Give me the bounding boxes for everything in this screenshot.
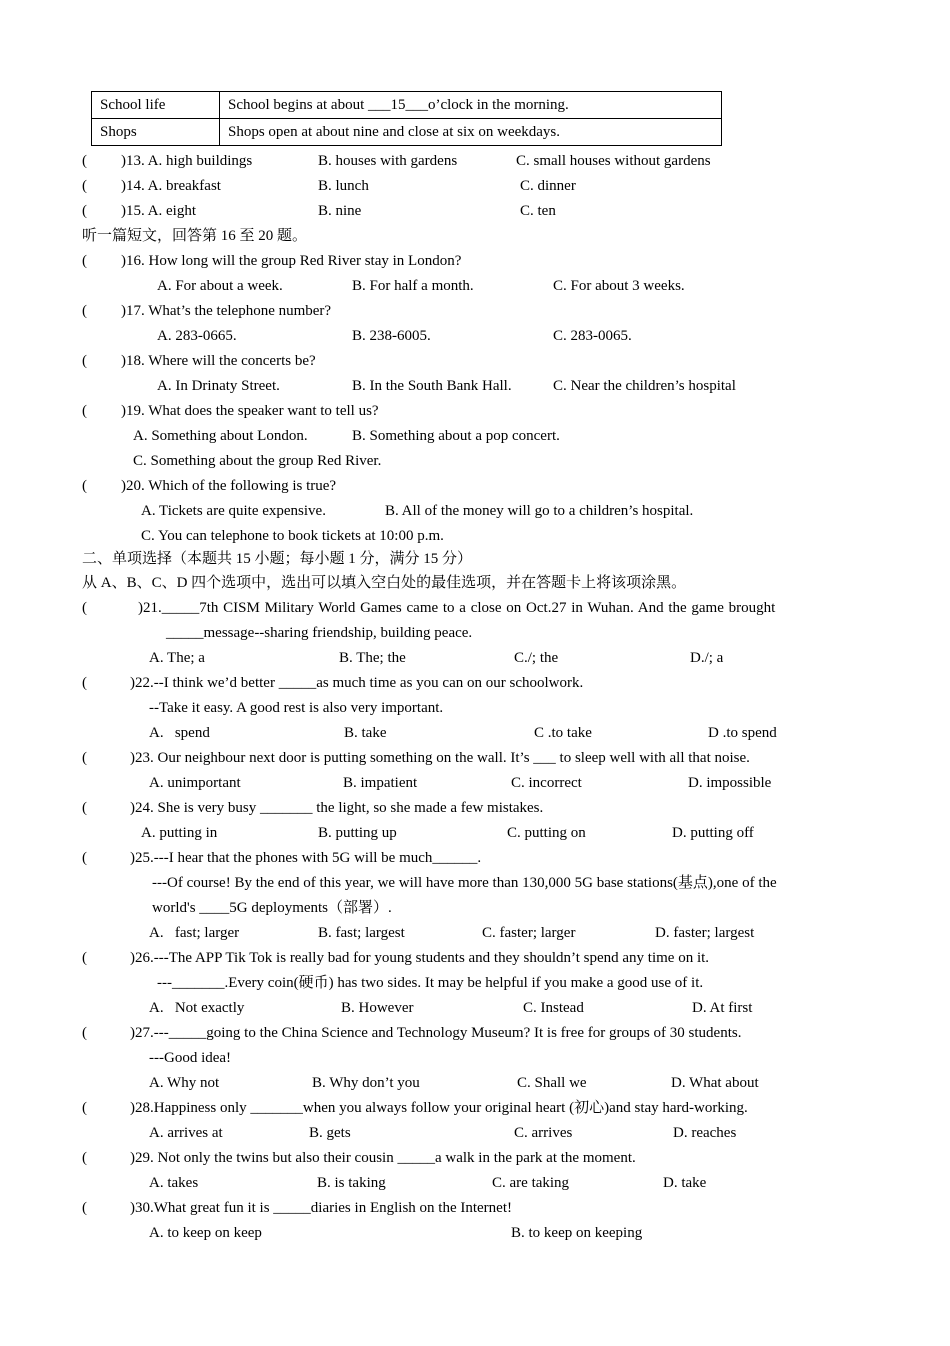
question-22-stem: )22.--I think we’d better _____as much time as you can on our schoolwork. bbox=[130, 675, 584, 691]
question-13-option-b: B. houses with gardens bbox=[318, 153, 458, 169]
question-14-stem: )14. A. breakfast bbox=[121, 178, 221, 194]
question-27-stem: )27.---_____going to the China Science and Technology Museum? It is free for groups of 30 students. bbox=[130, 1025, 742, 1041]
question-24-stem: )24. She is very busy _______ the light, so she made a few mistakes. bbox=[130, 800, 544, 816]
question-21-stem: )21._____7th CISM Military World Games came to a close on Oct.27 in Wuhan. And the game brought bbox=[138, 600, 776, 616]
question-29-option-c: C. are taking bbox=[492, 1175, 570, 1191]
question-30-paren: ( bbox=[82, 1200, 87, 1216]
question-29-paren: ( bbox=[82, 1150, 87, 1166]
question-21-option-a: A. The; a bbox=[149, 650, 205, 666]
question-22-option-c: C .to take bbox=[534, 725, 592, 741]
question-22-option-a: A. spend bbox=[149, 725, 210, 741]
question-28-option-d: D. reaches bbox=[673, 1125, 737, 1141]
question-19-paren: ( bbox=[82, 403, 87, 419]
question-21-option-d: D./; a bbox=[690, 650, 724, 666]
question-15-option-b: B. nine bbox=[318, 203, 362, 219]
question-25-option-d: D. faster; largest bbox=[655, 925, 755, 941]
question-21-paren: ( bbox=[82, 600, 87, 616]
table-row bbox=[92, 92, 722, 119]
question-16-option-a: A. For about a week. bbox=[157, 278, 283, 294]
question-28-option-a: A. arrives at bbox=[149, 1125, 223, 1141]
question-13-paren: ( bbox=[82, 153, 87, 169]
question-30-option-b: B. to keep on keeping bbox=[511, 1225, 643, 1241]
question-15-stem: )15. A. eight bbox=[121, 203, 196, 219]
question-29-option-b: B. is taking bbox=[317, 1175, 386, 1191]
question-25-stem: )25.---I hear that the phones with 5G will be much______. bbox=[130, 850, 482, 866]
question-13-option-c: C. small houses without gardens bbox=[516, 153, 711, 169]
question-26-stem-cont: ---_______.Every coin(硬币) has two sides. It may be helpful if you make a good use of it. bbox=[157, 975, 704, 991]
question-21-stem-cont: _____message--sharing friendship, building peace. bbox=[166, 625, 473, 641]
table-cell-topic: Shops bbox=[92, 119, 220, 146]
question-22-option-b: B. take bbox=[344, 725, 387, 741]
question-16-option-c: C. For about 3 weeks. bbox=[553, 278, 685, 294]
question-23-option-a: A. unimportant bbox=[149, 775, 241, 791]
question-25-option-a: A. fast; larger bbox=[149, 925, 240, 941]
question-25-option-c: C. faster; larger bbox=[482, 925, 576, 941]
question-27-option-b: B. Why don’t you bbox=[312, 1075, 420, 1091]
question-25-stem-cont-2: world's ____5G deployments（部署）. bbox=[152, 900, 392, 916]
table-cell-text: School begins at about ___15___o’clock in the morning. bbox=[220, 92, 722, 119]
question-20-stem: )20. Which of the following is true? bbox=[121, 478, 337, 494]
question-24-option-a: A. putting in bbox=[141, 825, 218, 841]
question-26-option-b: B. However bbox=[341, 1000, 414, 1016]
question-14-paren: ( bbox=[82, 178, 87, 194]
question-20-option-b: B. All of the money will go to a children’s hospital. bbox=[385, 503, 694, 519]
question-23-option-d: D. impossible bbox=[688, 775, 772, 791]
question-26-option-d: D. At first bbox=[692, 1000, 753, 1016]
question-25-option-b: B. fast; largest bbox=[318, 925, 405, 941]
question-19-option-a: A. Something about London. bbox=[133, 428, 308, 444]
question-27-stem-cont: ---Good idea! bbox=[149, 1050, 232, 1066]
question-15-paren: ( bbox=[82, 203, 87, 219]
question-29-stem: )29. Not only the twins but also their cousin _____a walk in the park at the moment. bbox=[130, 1150, 636, 1166]
question-22-stem-cont: --Take it easy. A good rest is also very important. bbox=[149, 700, 444, 716]
question-18-option-a: A. In Drinaty Street. bbox=[157, 378, 280, 394]
question-19-option-c: C. Something about the group Red River. bbox=[133, 453, 382, 469]
question-16-stem: )16. How long will the group Red River stay in London? bbox=[121, 253, 462, 269]
question-18-option-c: C. Near the children’s hospital bbox=[553, 378, 736, 394]
table-cell-text: Shops open at about nine and close at six on weekdays. bbox=[220, 119, 722, 146]
question-16-option-b: B. For half a month. bbox=[352, 278, 474, 294]
question-20-option-c: C. You can telephone to book tickets at 10:00 p.m. bbox=[141, 528, 444, 544]
question-28-option-c: C. arrives bbox=[514, 1125, 573, 1141]
question-28-option-b: B. gets bbox=[309, 1125, 351, 1141]
question-17-paren: ( bbox=[82, 303, 87, 319]
question-21-option-c: C./; the bbox=[514, 650, 559, 666]
question-26-option-c: C. Instead bbox=[523, 1000, 584, 1016]
table-cell-topic: School life bbox=[92, 92, 220, 119]
question-23-option-c: C. incorrect bbox=[511, 775, 582, 791]
question-18-paren: ( bbox=[82, 353, 87, 369]
question-20-option-a: A. Tickets are quite expensive. bbox=[141, 503, 326, 519]
question-25-stem-cont: ---Of course! By the end of this year, we will have more than 130,000 5G base stations(基点),one of the bbox=[152, 875, 777, 891]
question-26-option-a: A. Not exactly bbox=[149, 1000, 245, 1016]
question-14-option-b: B. lunch bbox=[318, 178, 369, 194]
question-22-option-d: D .to spend bbox=[708, 725, 777, 741]
section-title: 二、单项选择（本题共 15 小题；每小题 1 分，满分 15 分） bbox=[82, 551, 473, 567]
question-14-option-c: C. dinner bbox=[520, 178, 576, 194]
question-18-stem: )18. Where will the concerts be? bbox=[121, 353, 316, 369]
question-23-stem: )23. Our neighbour next door is putting something on the wall. It’s ___ to sleep well with all that noise. bbox=[130, 750, 750, 766]
question-24-option-c: C. putting on bbox=[507, 825, 586, 841]
question-27-paren: ( bbox=[82, 1025, 87, 1041]
question-30-stem: )30.What great fun it is _____diaries in English on the Internet! bbox=[130, 1200, 512, 1216]
question-24-option-d: D. putting off bbox=[672, 825, 754, 841]
question-28-paren: ( bbox=[82, 1100, 87, 1116]
section-instruction: 从 A、B、C、D 四个选项中，选出可以填入空白处的最佳选项，并在答题卡上将该项涂黑。 bbox=[82, 575, 687, 591]
question-22-paren: ( bbox=[82, 675, 87, 691]
question-24-option-b: B. putting up bbox=[318, 825, 397, 841]
question-19-option-b: B. Something about a pop concert. bbox=[352, 428, 560, 444]
question-17-stem: )17. What’s the telephone number? bbox=[121, 303, 332, 319]
question-29-option-d: D. take bbox=[663, 1175, 707, 1191]
info-table bbox=[91, 91, 722, 146]
question-24-paren: ( bbox=[82, 800, 87, 816]
question-27-option-d: D. What about bbox=[671, 1075, 759, 1091]
question-30-option-a: A. to keep on keep bbox=[149, 1225, 262, 1241]
question-28-stem: )28.Happiness only _______when you always follow your original heart (初心)and stay hard-working. bbox=[130, 1100, 748, 1116]
question-23-paren: ( bbox=[82, 750, 87, 766]
question-17-option-b: B. 238-6005. bbox=[352, 328, 431, 344]
question-25-paren: ( bbox=[82, 850, 87, 866]
question-16-paren: ( bbox=[82, 253, 87, 269]
question-26-stem: )26.---The APP Tik Tok is really bad for young students and they shouldn’t spend any time on it. bbox=[130, 950, 710, 966]
question-18-option-b: B. In the South Bank Hall. bbox=[352, 378, 512, 394]
question-27-option-c: C. Shall we bbox=[517, 1075, 587, 1091]
question-29-option-a: A. takes bbox=[149, 1175, 199, 1191]
question-23-option-b: B. impatient bbox=[343, 775, 418, 791]
question-21-option-b: B. The; the bbox=[339, 650, 406, 666]
table-row bbox=[92, 119, 722, 146]
question-17-option-c: C. 283-0065. bbox=[553, 328, 632, 344]
question-26-paren: ( bbox=[82, 950, 87, 966]
question-19-stem: )19. What does the speaker want to tell us? bbox=[121, 403, 379, 419]
question-15-option-c: C. ten bbox=[520, 203, 556, 219]
answer-blank: ___15___ bbox=[367, 96, 428, 113]
listening-intro: 听一篇短文，回答第 16 至 20 题。 bbox=[82, 228, 308, 244]
question-17-option-a: A. 283-0665. bbox=[157, 328, 237, 344]
question-13-stem: )13. A. high buildings bbox=[121, 153, 253, 169]
question-20-paren: ( bbox=[82, 478, 87, 494]
question-27-option-a: A. Why not bbox=[149, 1075, 220, 1091]
